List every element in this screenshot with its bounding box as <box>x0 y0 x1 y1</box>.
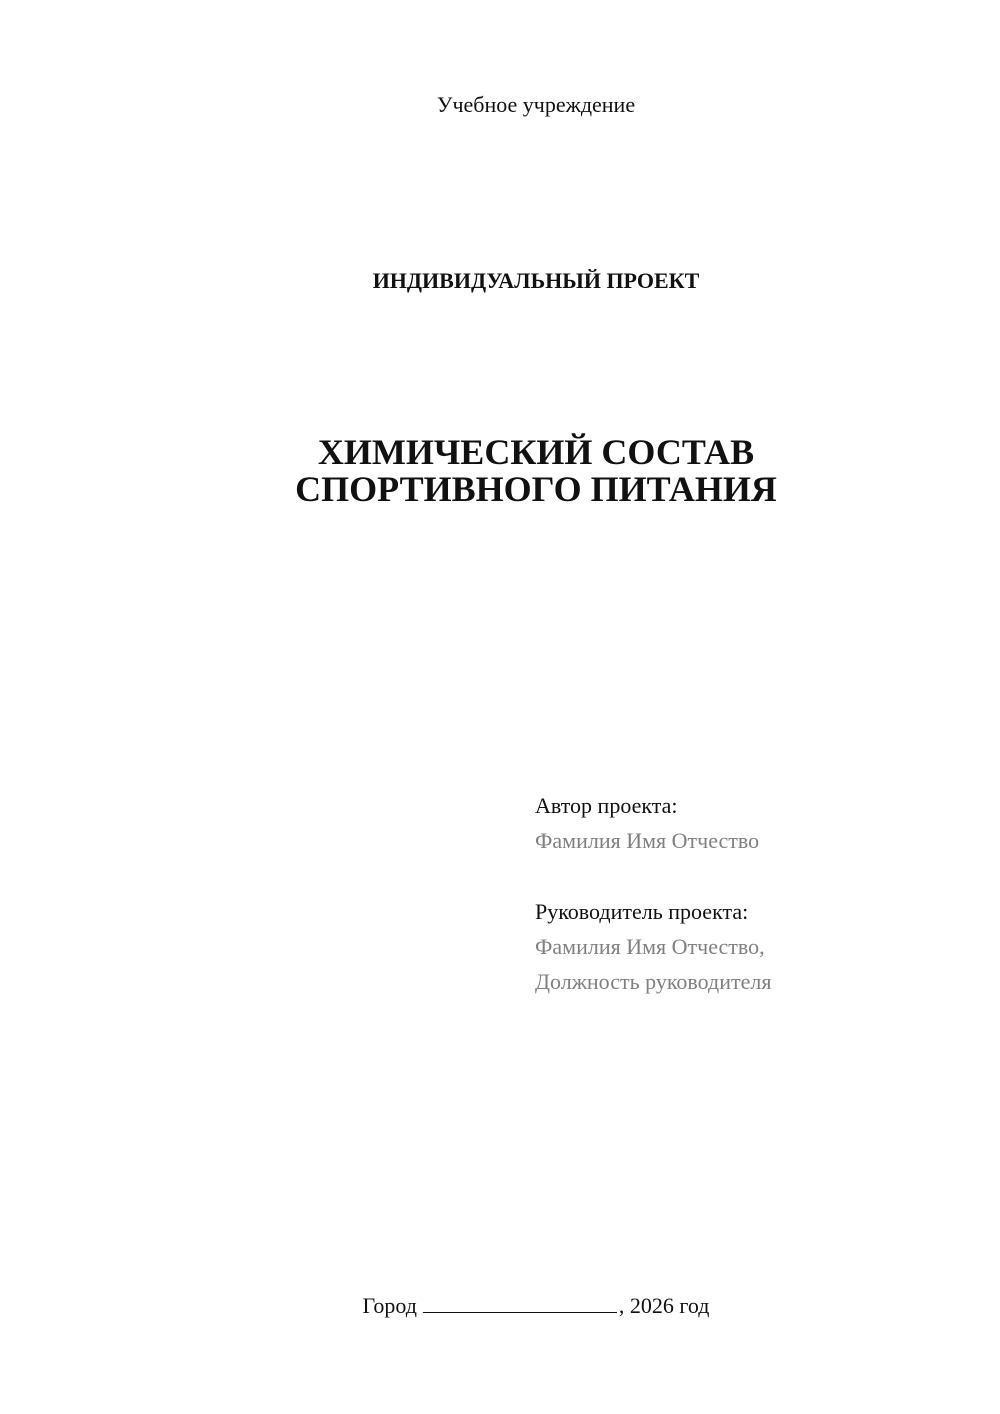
project-title-line-1: ХИМИЧЕСКИЙ СОСТАВ <box>317 432 755 472</box>
author-label: Автор проекта: <box>535 793 678 818</box>
footer-city-year <box>0 1290 1000 1321</box>
author-name: Фамилия Имя Отчество <box>535 828 760 853</box>
supervisor-name: Фамилия Имя Отчество, <box>535 934 765 959</box>
project-type-heading: ИНДИВИДУАЛЬНЫЙ ПРОЕКТ <box>372 268 700 293</box>
institution-name: Учебное учреждение <box>436 92 636 117</box>
supervisor-label: Руководитель проекта: <box>535 899 749 924</box>
city-blank-line <box>423 1290 617 1313</box>
year-text: , 2026 год <box>618 1293 710 1318</box>
credits-block <box>535 788 771 999</box>
supervisor-position: Должность руководителя <box>535 969 772 994</box>
project-title-line-2: СПОРТИВНОГО ПИТАНИЯ <box>295 469 777 509</box>
project-title <box>0 434 1000 508</box>
city-label: Город <box>362 1293 417 1318</box>
